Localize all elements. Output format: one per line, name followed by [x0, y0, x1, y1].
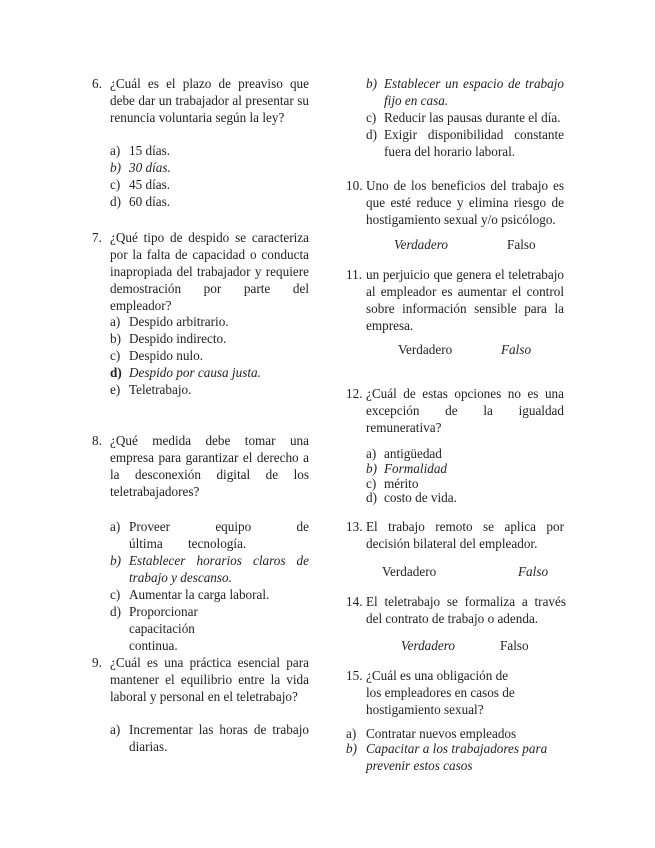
option-text-answer: Establecer horarios claros de trabajo y descanso. [129, 553, 309, 585]
false-option: Falso [507, 237, 536, 252]
option-label: b) [110, 160, 121, 175]
option-label: a) [110, 519, 121, 534]
option-label: a) [346, 726, 357, 741]
question-text: ¿Cuál es el plazo de preaviso que debe dar un trabajador al presentar su renuncia voluntaria según la ley? [110, 76, 309, 125]
option-label: a) [366, 446, 377, 461]
true-option-answer: Verdadero [401, 638, 455, 653]
option-text: Aumentar la carga laboral. [129, 587, 270, 602]
option-text: mérito [384, 476, 419, 491]
question-text: ¿Qué medida debe tomar una empresa para garantizar el derecho a la desconexión digital de los teletrabajadores? [110, 433, 309, 499]
option-text: Exigir disponibilidad constante fuera del horario laboral. [384, 127, 564, 159]
question-text: Uno de los beneficios del trabajo es que esté reduce y elimina riesgo de hostigamiento sexual y/o psicólogo. [366, 178, 564, 227]
option-label: a) [110, 722, 121, 737]
true-option: Verdadero [382, 564, 437, 579]
question-number: 9. [92, 655, 102, 670]
option-label: e) [110, 382, 121, 397]
option-text-answer: 30 días. [129, 160, 171, 175]
option-label: d) [110, 194, 121, 209]
false-option-answer: Falso [518, 564, 549, 579]
option-text: Despido arbitrario. [129, 314, 229, 329]
true-option: Verdadero [398, 342, 453, 357]
question-number: 14. [346, 594, 363, 609]
option-text: Proporcionar capacitación continua. [129, 604, 198, 653]
question-text: ¿Qué tipo de despido se caracteriza por la falta de capacidad o conducta inapropiada del trabajador y requiere demostración por parte del empleador? [110, 230, 309, 313]
question-text: ¿Cuál de estas opciones no es una excepción de la igualdad remunerativa? [366, 386, 564, 435]
option-label: c) [110, 348, 121, 363]
option-text-answer: Establecer un espacio de trabajo fijo en casa. [384, 76, 564, 108]
option-label: c) [366, 476, 377, 491]
question-number: 10. [346, 178, 363, 193]
option-label: c) [110, 587, 121, 602]
option-text: Proveer equipo de última tecnología. [129, 519, 309, 551]
option-label: a) [110, 143, 121, 158]
question-number: 6. [92, 76, 102, 91]
option-text: Contratar nuevos empleados [366, 726, 517, 741]
option-text-answer: Capacitar a los trabajadores para prevenir estos casos [366, 741, 548, 773]
false-option: Falso [500, 638, 529, 653]
question-number: 7. [92, 230, 102, 245]
option-label: d) [110, 604, 121, 619]
option-label: d) [110, 365, 122, 380]
option-label: b) [346, 741, 357, 756]
option-text: Reducir las pausas durante el día. [384, 110, 561, 125]
question-text: El teletrabajo se formaliza a través del contrato de trabajo o adenda. [366, 594, 566, 626]
question-number: 8. [92, 433, 102, 448]
option-label: b) [366, 461, 377, 476]
option-label: b) [366, 76, 377, 91]
option-label: d) [366, 127, 377, 142]
option-label: c) [366, 110, 377, 125]
option-label: c) [110, 177, 121, 192]
question-number: 12. [346, 386, 363, 401]
option-label: b) [110, 331, 121, 346]
question-text: ¿Cuál es una práctica esencial para mantener el equilibrio entre la vida laboral y personal en el teletrabajo? [110, 655, 309, 704]
option-label: d) [366, 490, 377, 505]
option-text: Teletrabajo. [129, 382, 192, 397]
option-text: Despido nulo. [129, 348, 203, 363]
true-option-answer: Verdadero [394, 237, 448, 252]
option-text: antigüedad [384, 446, 442, 461]
option-text: 45 días. [129, 177, 171, 192]
false-option-answer: Falso [501, 342, 532, 357]
question-text: un perjuicio que genera el teletrabajo al empleador es aumentar el control sobre información sensible para la empresa. [366, 267, 564, 333]
option-text: Despido indirecto. [129, 331, 227, 346]
question-number: 13. [346, 519, 363, 534]
option-text-answer: Despido por causa justa. [129, 365, 261, 380]
question-text: ¿Cuál es una obligación de los empleadores en casos de hostigamiento sexual? [366, 668, 515, 717]
option-label: a) [110, 314, 121, 329]
option-text-answer: Formalidad [384, 461, 448, 476]
question-number: 15. [346, 668, 363, 683]
option-label: b) [110, 553, 121, 568]
option-text: 15 días. [129, 143, 171, 158]
question-text: El trabajo remoto se aplica por decisión bilateral del empleador. [366, 519, 564, 551]
option-text: Incrementar las horas de trabajo diarias. [129, 722, 309, 754]
question-number: 11. [346, 267, 362, 282]
option-text: 60 días. [129, 194, 171, 209]
option-text: costo de vida. [384, 490, 457, 505]
